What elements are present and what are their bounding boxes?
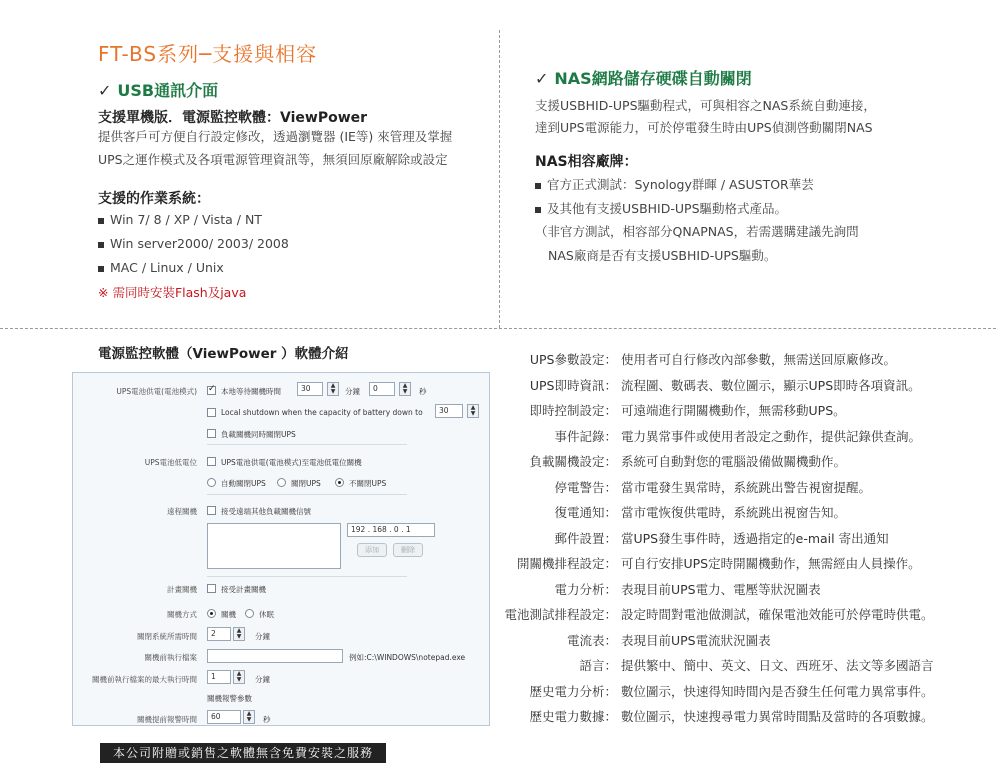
usb-heading: ✓ USB通訊介面 [98,81,219,100]
feature-label: 事件記錄： [554,429,617,444]
usb-desc-2: UPS之運作模式及各項電源管理資訊等，無須回原廠解除或設定 [98,152,448,167]
feature-label: 語言： [579,658,617,673]
remote-list[interactable] [207,523,341,569]
method-label: 關機方式 [167,610,197,619]
spinner-icon[interactable]: ▲ ▼ [233,627,245,641]
feature-label: 復電通知： [554,505,617,520]
ip-input[interactable]: 192 . 168 . 0 . 1 [347,523,435,537]
spinner-icon[interactable]: ▲ ▼ [399,382,411,396]
installation-notice: 本公司附贈或銷售之軟體無含免費安裝之服務 [100,743,386,763]
install-note: ※ 需同時安裝Flash及java [98,285,247,300]
page-title: FT-BS系列─支援與相容 [98,42,318,66]
load-shutdown-checkbox[interactable] [207,429,216,438]
radio-close-label: 關閉UPS [291,479,321,488]
separator [207,444,407,445]
feature-label: 電力分析： [554,582,617,597]
schedule-checkbox[interactable] [207,584,216,593]
radio-no-close[interactable] [335,478,344,487]
capacity-input[interactable]: 30 [435,404,463,418]
feature-desc: 電力異常事件或使用者設定之動作，提供記錄供查詢。 [621,429,922,444]
os-time-input[interactable]: 2 [207,627,231,641]
feature-desc: 表現目前UPS電力、電壓等狀況圖表 [621,582,821,597]
os-item: Win server2000/ 2003/ 2008 [98,232,289,256]
spinner-icon[interactable]: ▲ ▼ [467,404,479,418]
alert-params: 關機報警參數 [207,694,252,703]
nas-desc-1: 支援USBHID-UPS驅動程式，可與相容之NAS系統自動連接， [535,98,876,113]
spinner-icon[interactable]: ▲ ▼ [243,710,255,724]
radio-auto-close[interactable] [207,478,216,487]
radio-sleep[interactable] [245,609,254,618]
minute-unit: 分鐘 [255,632,270,641]
feature-desc: 可遠端進行開關機動作，無需移動UPS。 [621,403,846,418]
exec-max-input[interactable]: 1 [207,670,231,684]
os-item: MAC / Linux / Unix [98,256,224,280]
feature-label: 停電警告： [554,480,617,495]
feature-desc: 表現目前UPS電流狀況圖表 [621,633,771,648]
feature-label: UPS即時資訊： [529,378,617,393]
second-unit: 秒 [419,387,427,396]
bullet-icon [535,207,541,213]
exec-example: 例如:C:\WINDOWS\notepad.exe [349,653,466,662]
remote-option: 接受遠端其他負載關機信號 [221,507,311,516]
nas-brand: 及其他有支援USBHID-UPS驅動格式產品。 [535,197,787,221]
nas-brands-heading: NAS相容廠牌： [535,154,638,170]
vertical-divider [499,30,500,328]
wait-checkbox[interactable] [207,386,216,395]
radio-close-ups[interactable] [277,478,286,487]
radio-shutdown[interactable] [207,609,216,618]
bullet-icon [535,183,541,189]
viewpower-settings-window [72,372,490,726]
battery-mode-label: UPS電池供電(電池模式) [116,387,197,396]
feature-desc: 當市電發生異常時，系統跳出警告視窗提醒。 [621,480,872,495]
radio-sleep-label: 休眠 [259,610,274,619]
second-unit: 秒 [263,715,271,724]
bullet-icon [98,242,104,248]
feature-label: 歷史電力分析： [529,684,617,699]
feature-desc: 數位圖示，快速得知時間內是否發生任何電力異常事件。 [621,684,934,699]
bullet-icon [98,218,104,224]
feature-desc: 可自行安排UPS定時開關機動作，無需經由人員操作。 [621,556,921,571]
nas-note-1: （非官方測試，相容部分QNAPNAS，若需選購建議先詢問 [535,224,859,239]
low-battery-label: UPS電池低電位 [144,458,197,467]
spinner-icon[interactable]: ▲ ▼ [233,670,245,684]
delete-button[interactable]: 刪除 [393,543,423,557]
low-battery-checkbox[interactable] [207,457,216,466]
nas-heading: ✓ NAS網路儲存硬碟自動關閉 [535,69,752,88]
radio-auto-label: 自動關閉UPS [221,479,266,488]
radio-noclose-label: 不關閉UPS [349,479,387,488]
schedule-option: 接受計畫關機 [221,585,266,594]
feature-label: 歷史電力數據： [529,709,617,724]
feature-desc: 使用者可自行修改內部參數，無需送回原廠修改。 [621,352,897,367]
wait-seconds-input[interactable]: 0 [369,382,395,396]
remote-checkbox[interactable] [207,506,216,515]
feature-desc: 流程圖、數碼表、數位圖示，顯示UPS即時各項資訊。 [621,378,921,393]
alert-time-input[interactable]: 60 [207,710,241,724]
feature-desc: 當UPS發生事件時，透過指定的e-mail 寄出通知 [621,531,889,546]
feature-desc: 系統可自動對您的電腦設備做關機動作。 [621,454,847,469]
software-title: 支援單機版．電源監控軟體：ViewPower [98,110,368,126]
minute-unit: 分鐘 [255,675,270,684]
check-icon: ✓ [535,69,549,88]
wait-label: 本地等待關機時間 [221,387,281,396]
minute-unit: 分鐘 [345,387,360,396]
feature-desc: 當市電恢復供電時，系統跳出視窗告知。 [621,505,847,520]
feature-label: UPS參數設定： [529,352,617,367]
exec-file-label: 關機前執行檔案 [144,653,197,662]
feature-label: 開關機排程設定： [516,556,617,571]
load-shutdown-label: 負載關機同時關閉UPS [221,430,296,439]
usb-desc-1: 提供客戶可方便自行設定修改，透過瀏覽器 (IE等) 來管理及掌握 [98,129,453,144]
low-battery-option: UPS電池供電(電池模式)至電池低電位關機 [221,458,362,467]
remote-label: 遠程關機 [167,507,197,516]
feature-label: 負載關機設定： [529,454,617,469]
capacity-label: Local shutdown when the capacity of battery down to [221,408,423,417]
horizontal-divider [0,328,996,329]
radio-shutdown-label: 關機 [221,610,236,619]
os-item: Win 7/ 8 / XP / Vista / NT [98,208,262,232]
separator [207,576,407,577]
exec-max-label: 關機前執行檔案的最大執行時間 [92,675,197,684]
feature-label: 電流表： [566,633,617,648]
viewpower-heading: 電源監控軟體（ViewPower ）軟體介紹 [98,346,349,362]
add-button[interactable]: 添加 [357,543,387,557]
alert-time-label: 關機提前報警時間 [137,715,197,724]
os-time-label: 關閉系統所需時間 [137,632,197,641]
bullet-icon [98,266,104,272]
nas-note-2: NAS廠商是否有支援USBHID-UPS驅動。 [548,248,777,263]
wait-minutes-input[interactable]: 30 [297,382,323,396]
spinner-icon[interactable]: ▲ ▼ [327,382,339,396]
check-icon: ✓ [98,81,112,100]
separator [207,494,407,495]
capacity-checkbox[interactable] [207,408,216,417]
feature-desc: 提供繁中、簡中、英文、日文、西班牙、法文等多國語言 [621,658,934,673]
feature-label: 電池測試排程設定： [504,607,617,622]
schedule-label: 計畫關機 [167,585,197,594]
os-heading: 支援的作業系統： [98,191,210,207]
feature-label: 即時控制設定： [529,403,617,418]
nas-brand: 官方正式測試：Synology群暉 / ASUSTOR華芸 [535,173,814,197]
exec-file-input[interactable] [207,649,343,663]
nas-desc-2: 達到UPS電源能力，可於停電發生時由UPS偵測啓動關閉NAS [535,120,873,135]
feature-label: 郵件設置： [554,531,617,546]
feature-desc: 設定時間對電池做測試，確保電池效能可於停電時供電。 [621,607,934,622]
feature-desc: 數位圖示，快速搜尋電力異常時間點及當時的各項數據。 [621,709,934,724]
